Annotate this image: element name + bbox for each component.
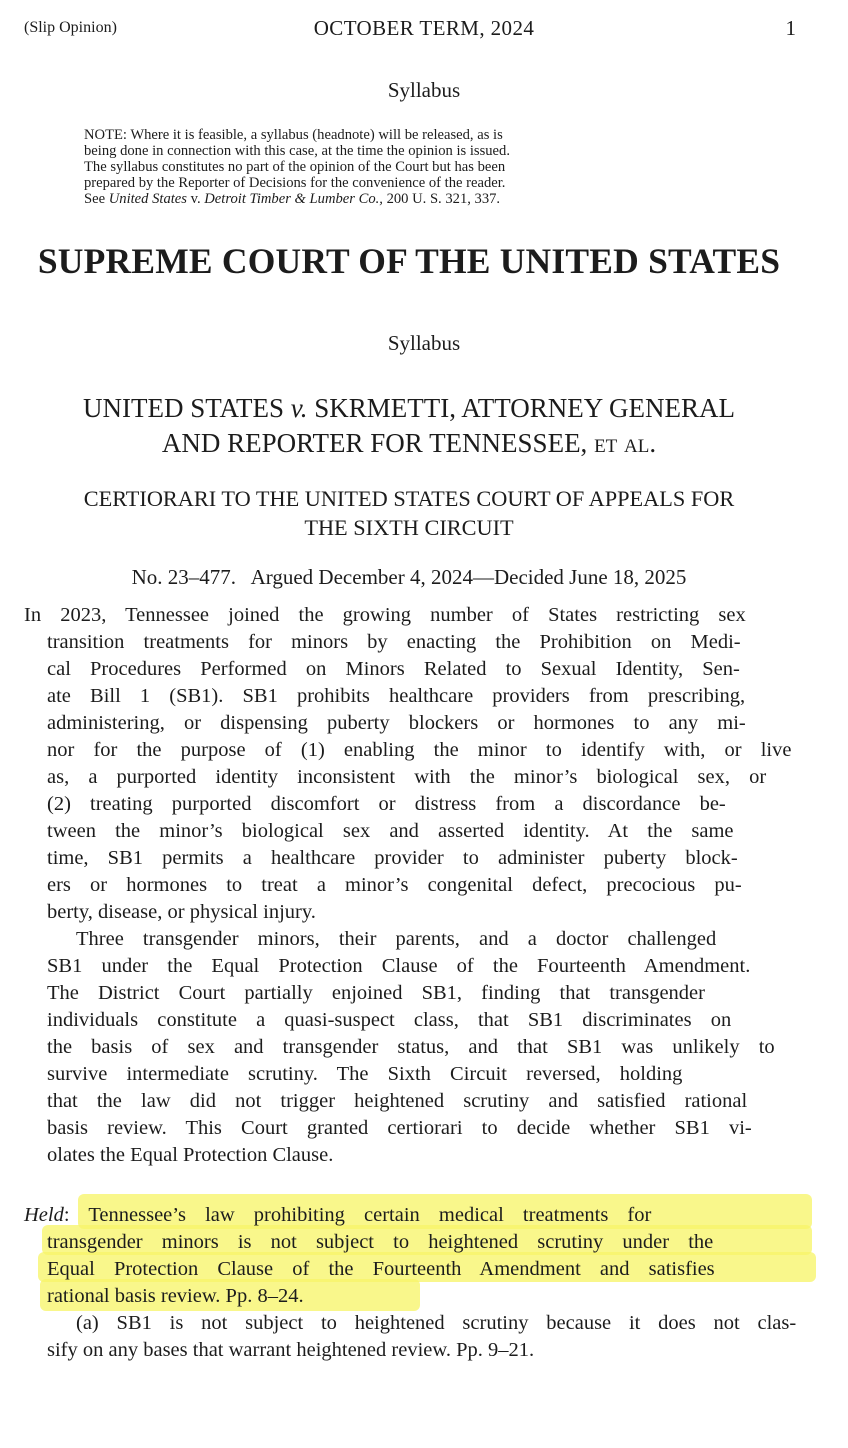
paragraph-1-line: ate Bill 1 (SB1). SB1 prohibits healthcare providers from prescribing, — [47, 685, 746, 707]
paragraph-a-line: sify on any bases that warrant heightened review. Pp. 9–21. — [47, 1339, 535, 1361]
paragraph-2-line: basis review. This Court granted certiorari to decide whether SB1 vi- — [47, 1117, 752, 1139]
case-party-1: UNITED STATES — [82, 393, 291, 423]
docket-line: No. 23–477. Argued December 4, 2024—Decided June 18, 2025 — [131, 565, 687, 589]
paragraph-a-line: (a) SB1 is not subject to heightened scrutiny because it does not clas- — [76, 1312, 797, 1334]
held-label: Held — [24, 1204, 64, 1226]
held-colon: : — [63, 1204, 70, 1226]
paragraph-1-line: transition treatments for minors by enacting the Prohibition on Medi- — [47, 631, 741, 653]
paragraph-1-line: ers or hormones to treat a minor’s congenital defect, precocious pu- — [47, 874, 742, 896]
note-line-citation — [84, 191, 510, 207]
paragraph-1-line: tween the minor’s biological sex and asserted identity. At the same — [47, 820, 734, 842]
case-title-line-2 — [0, 428, 818, 459]
syllabus-heading: Syllabus — [387, 78, 461, 102]
note-line: prepared by the Reporter of Decisions for the convenience of the reader. — [84, 175, 506, 192]
held-line-1 — [24, 1202, 651, 1229]
note-cite: 200 U. S. 321, 337. — [382, 191, 501, 208]
paragraph-1-line: berty, disease, or physical injury. — [47, 901, 316, 923]
note-see: See — [84, 191, 109, 208]
syllabus-note — [84, 127, 510, 207]
note-line: The syllabus constitutes no part of the opinion of the Court but has been — [84, 159, 506, 176]
slip-opinion-label: (Slip Opinion) — [24, 19, 117, 36]
paragraph-2-line: individuals constitute a quasi-suspect class, that SB1 discriminates on — [47, 1009, 732, 1031]
note-v: v. — [186, 191, 205, 208]
case-party-2: SKRMETTI, ATTORNEY GENERAL — [307, 393, 736, 423]
term-heading: OCTOBER TERM, 2024 — [313, 16, 535, 40]
held-line: rational basis review. Pp. 8–24. — [47, 1285, 304, 1307]
paragraph-1-line: administering, or dispensing puberty blockers or hormones to any mi- — [47, 712, 746, 734]
case-title-line-1 — [0, 393, 818, 424]
case-versus: v. — [290, 393, 308, 423]
paragraph-1-line: cal Procedures Performed on Minors Related to Sexual Identity, Sen- — [47, 658, 740, 680]
case-party-2-cont: AND REPORTER FOR TENNESSEE, — [161, 428, 595, 458]
paragraph-1-line: time, SB1 permits a healthcare provider to administer puberty block- — [47, 847, 738, 869]
note-case-name-2: Detroit Timber & Lumber Co., — [204, 191, 383, 208]
paragraph-2-line: The District Court partially enjoined SB1, finding that transgender — [47, 982, 705, 1004]
paragraph-2-line: survive intermediate scrutiny. The Sixth Circuit reversed, holding — [47, 1063, 683, 1085]
note-line: NOTE: Where it is feasible, a syllabus (headnote) will be released, as is — [84, 127, 503, 143]
syllabus-heading-2: Syllabus — [387, 331, 461, 355]
paragraph-2-line: that the law did not trigger heightened scrutiny and satisfied rational — [47, 1090, 748, 1112]
case-et-al: et al. — [594, 428, 657, 458]
paragraph-2-line: Three transgender minors, their parents, and a doctor challenged — [76, 928, 717, 950]
paragraph-1-line: as, a purported identity inconsistent with the minor’s biological sex, or — [47, 766, 767, 788]
certiorari-line-1: CERTIORARI TO THE UNITED STATES COURT OF APPEALS FOR — [83, 486, 735, 511]
held-line: transgender minors is not subject to heightened scrutiny under the — [47, 1231, 714, 1253]
note-case-name-1: United States — [108, 191, 187, 208]
paragraph-2-line: SB1 under the Equal Protection Clause of the Fourteenth Amendment. — [47, 955, 751, 977]
certiorari-line-2: THE SIXTH CIRCUIT — [304, 515, 514, 540]
held-text: Tennessee’s law prohibiting certain medical treatments for — [88, 1204, 652, 1226]
paragraph-2-line: the basis of sex and transgender status, and that SB1 was unlikely to — [47, 1036, 775, 1058]
paragraph-1-line: nor for the purpose of (1) enabling the minor to identify with, or live — [47, 739, 792, 761]
held-line: Equal Protection Clause of the Fourteenth Amendment and satisfies — [47, 1258, 715, 1280]
paragraph-1-line: In 2023, Tennessee joined the growing number of States restricting sex — [24, 604, 746, 626]
paragraph-1-line: (2) treating purported discomfort or distress from a discordance be- — [47, 793, 726, 815]
court-name: SUPREME COURT OF THE UNITED STATES — [37, 241, 781, 281]
note-line: being done in connection with this case, at the time the opinion is issued. — [84, 143, 510, 160]
paragraph-2-line: olates the Equal Protection Clause. — [47, 1144, 334, 1166]
page-number: 1 — [785, 16, 796, 40]
